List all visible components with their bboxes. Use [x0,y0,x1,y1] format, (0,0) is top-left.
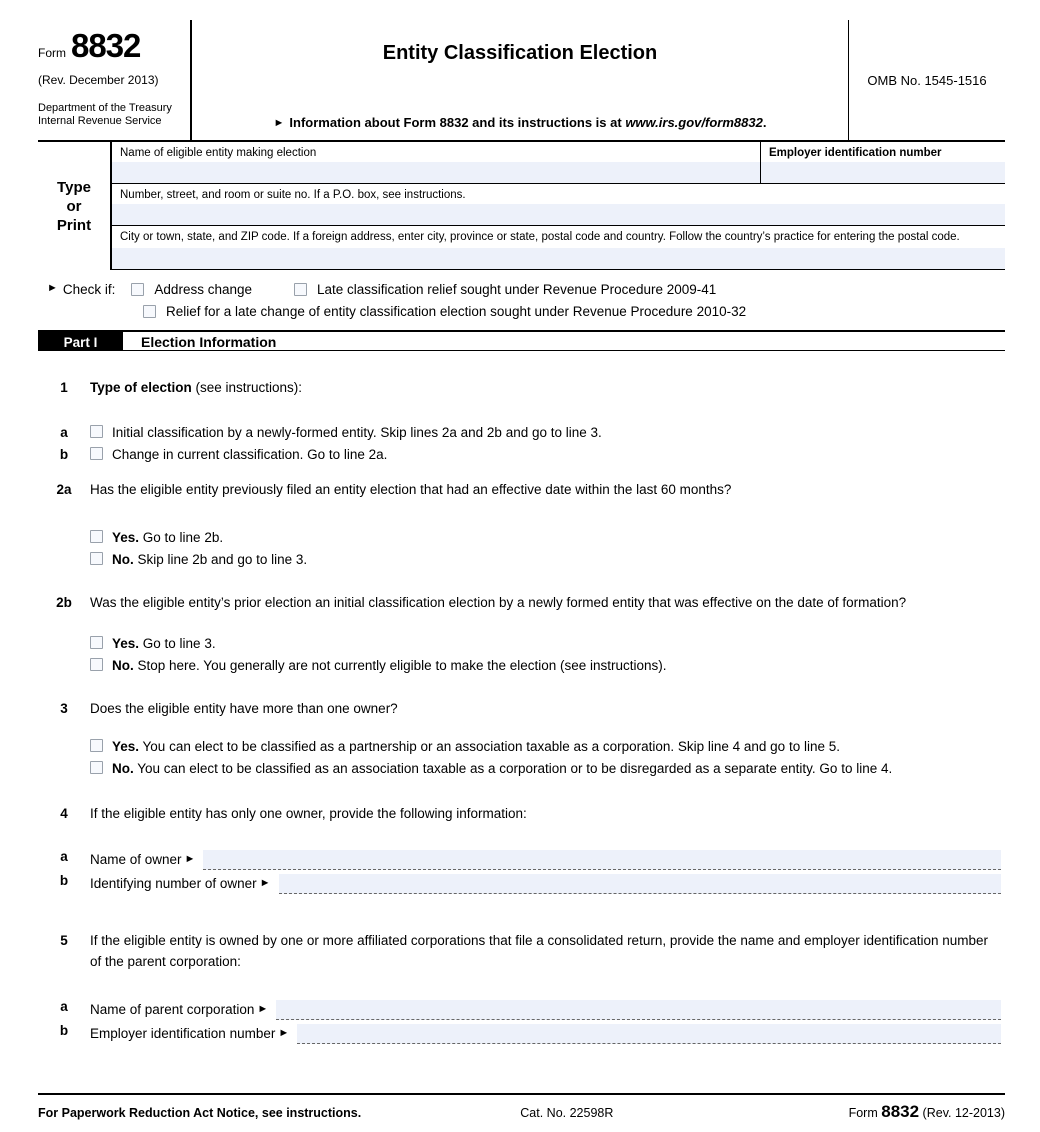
check-if-line-1 [47,278,1005,300]
line-1b-letter: b [59,447,69,462]
line-2b-yes [38,633,1005,654]
line-3-number: 3 [60,701,68,716]
line-2b-no-bold: No. [112,658,134,673]
line-4-text: If the eligible entity has only one owner, provide the following information: [90,806,527,821]
line-4a-field [90,846,1005,870]
line-2a-yes-option [90,527,1005,548]
instructions-period: . [762,115,767,130]
city-input[interactable] [112,248,1005,269]
line-3-text: Does the eligible entity have more than one owner? [90,701,398,716]
line-5b-field [90,1020,1005,1044]
line-2b-no-text: Stop here. You generally are not currently eligible to make the election (see instructions). [133,658,667,673]
entity-name-input[interactable] [112,162,760,183]
line-3 [38,698,1005,719]
footer-revision: (Rev. 12-2013) [922,1106,1005,1120]
late-classification-relief-label: Late classification relief sought under Revenue Procedure 2009-41 [317,281,717,297]
agency-line-2: Internal Revenue Service [38,115,162,127]
form-revision: (Rev. December 2013) [38,73,159,87]
check-if-label: Check if: [62,281,116,297]
line-2b-yes-text: Go to line 3. [139,636,216,651]
instructions-line [192,115,848,130]
parent-ein-input[interactable] [297,1024,1001,1044]
line-2a-no-bold: No. [112,552,134,567]
form-title: Entity Classification Election [382,42,658,64]
omb-number: OMB No. 1545-1516 [867,72,987,88]
omb-box [848,20,1005,140]
line-5-number: 5 [60,933,68,948]
line-3-no [38,758,1005,779]
part1-title: Election Information [141,334,277,350]
right-arrow-icon: ► [184,853,196,865]
line-1a-text: Initial classification by a newly-formed entity. Skip lines 2a and 2b and go to line 3. [112,425,602,440]
owner-id-label: Identifying number of owner [90,876,257,891]
line-1b-option [90,444,1005,465]
line-4a [38,846,1005,870]
line-5a-letter: a [60,999,68,1014]
part1-body [38,377,1005,1044]
late-change-relief-checkbox[interactable] [143,305,156,318]
paperwork-notice: For Paperwork Reduction Act Notice, see instructions. [38,1106,362,1120]
line-4-number: 4 [60,806,68,821]
entity-name-cell [112,142,760,183]
line-4b [38,870,1005,894]
catalog-number: Cat. No. 22598R [520,1106,614,1120]
form-header [38,20,1005,142]
line-3-no-bold: No. [112,761,134,776]
line-5-text: If the eligible entity is owned by one or more affiliated corporations that file a consolidated return, provide the name and employer identification number of the parent corporation: [90,933,989,969]
line-3-no-text: You can elect to be classified as an association taxable as a corporation or to be disregarded as a separate entity. Go to line 4. [133,761,893,776]
line-2b-no-checkbox[interactable] [90,658,103,671]
line-1-bold: Type of election [90,380,192,395]
line-1-text [90,377,1005,398]
line-2b-yes-bold: Yes. [112,636,140,651]
type-or-print-line-1: Type [57,178,91,196]
parent-name-label: Name of parent corporation [90,1002,255,1017]
line-1a-option [90,422,1005,443]
address-change-label: Address change [154,281,252,297]
line-2b-text: Was the eligible entity’s prior election an initial classification election by a newly formed entity that was effective on the date of formation? [90,595,907,610]
part1-label: Part I [38,332,123,350]
line-1 [38,377,1005,398]
line-3-yes-option [90,736,1005,757]
line-3-yes-text: You can elect to be classified as a partnership or an association taxable as a corporation. Skip line 4 and go to line 5. [139,739,840,754]
line-3-yes-bold: Yes. [112,739,140,754]
address-change-checkbox[interactable] [131,283,144,296]
street-label: Number, street, and room or suite no. If a P.O. box, see instructions. [120,189,466,201]
entity-info-rows [110,142,1005,270]
agency-block [38,102,190,128]
line-1b [38,444,1005,465]
form-footer [38,1093,1005,1122]
line-5a [38,996,1005,1020]
owner-name-label: Name of owner [90,852,182,867]
line-4b-letter: b [59,873,69,888]
line-2b-yes-option [90,633,1005,654]
part1-bar [38,330,1005,351]
line-2b-no-option [90,655,1005,676]
line-2a-no-checkbox[interactable] [90,552,103,565]
owner-name-input[interactable] [203,850,1001,870]
line-5b [38,1020,1005,1044]
line-1a [38,422,1005,443]
parent-ein-label: Employer identification number [90,1026,276,1041]
footer-form-number: 8832 [881,1102,920,1121]
right-arrow-icon: ► [47,282,58,294]
line-3-yes [38,736,1005,757]
line-1b-text: Change in current classification. Go to line 2a. [112,447,388,462]
type-or-print-line-3: Print [56,216,92,234]
line-1-rest: (see instructions): [191,380,303,395]
line-4a-letter: a [60,849,68,864]
entity-info-table [38,142,1005,270]
right-arrow-icon: ► [259,877,271,889]
line-2b-number: 2b [56,595,72,610]
instructions-url[interactable]: www.irs.gov/form8832 [625,115,763,130]
line-2a-no-option [90,549,1005,570]
line-2a-text: Has the eligible entity previously filed an entity election that had an effective date within the last 60 months? [90,482,732,497]
line-3-no-option [90,758,1005,779]
line-2a-yes-checkbox[interactable] [90,530,103,543]
form-number: 8832 [71,27,141,64]
street-input[interactable] [112,204,1005,225]
line-1-number: 1 [60,380,68,395]
line-3-no-checkbox[interactable] [90,761,103,774]
city-label: City or town, state, and ZIP code. If a foreign address, enter city, province or state, postal code and country. Follow the country’s practice for entering the postal code. [120,231,960,243]
line-4 [38,803,1005,824]
line-2a-no-text: Skip line 2b and go to line 3. [133,552,308,567]
type-or-print-line-2: or [66,197,82,215]
initial-classification-checkbox[interactable] [90,425,103,438]
line-2b-no [38,655,1005,676]
name-ein-row [112,142,1005,184]
agency-line-1: Department of the Treasury [38,102,172,114]
right-arrow-icon: ► [278,1027,290,1039]
right-arrow-icon: ► [273,117,285,129]
city-row [112,226,1005,270]
line-5b-letter: b [59,1023,69,1038]
street-row [112,184,1005,226]
check-if-section [38,270,1005,330]
line-5a-field [90,996,1005,1020]
check-if-line-2 [47,300,1005,322]
ein-input[interactable] [761,162,1005,183]
instructions-text: Information about Form 8832 and its instructions is at [289,115,626,130]
line-2a [38,479,1005,500]
late-classification-relief-checkbox[interactable] [294,283,307,296]
change-classification-checkbox[interactable] [90,447,103,460]
form-number-line [38,27,190,69]
line-1a-letter: a [60,425,68,440]
late-change-relief-label: Relief for a late change of entity classification election sought under Revenue Procedure 2010-32 [166,303,747,319]
form-identity-block [38,20,192,140]
line-2b-yes-checkbox[interactable] [90,636,103,649]
line-4b-field [90,870,1005,894]
line-5 [38,930,1005,972]
footer-form-word: Form [848,1106,878,1120]
ein-label: Employer identification number [769,147,942,159]
line-2a-number: 2a [56,482,72,497]
type-or-print-label [38,142,110,270]
form-word: Form [38,46,66,60]
right-arrow-icon: ► [257,1003,269,1015]
line-2b [38,592,1005,613]
line-2a-no [38,549,1005,570]
line-2a-yes-bold: Yes. [112,530,140,545]
ein-cell [760,142,1005,183]
parent-name-input[interactable] [276,1000,1001,1020]
line-3-yes-checkbox[interactable] [90,739,103,752]
line-2a-yes [38,527,1005,548]
entity-name-label: Name of eligible entity making election [120,147,317,159]
line-2a-yes-text: Go to line 2b. [139,530,224,545]
header-center [192,20,848,140]
owner-id-input[interactable] [279,874,1002,894]
footer-form-id [703,1102,1005,1122]
